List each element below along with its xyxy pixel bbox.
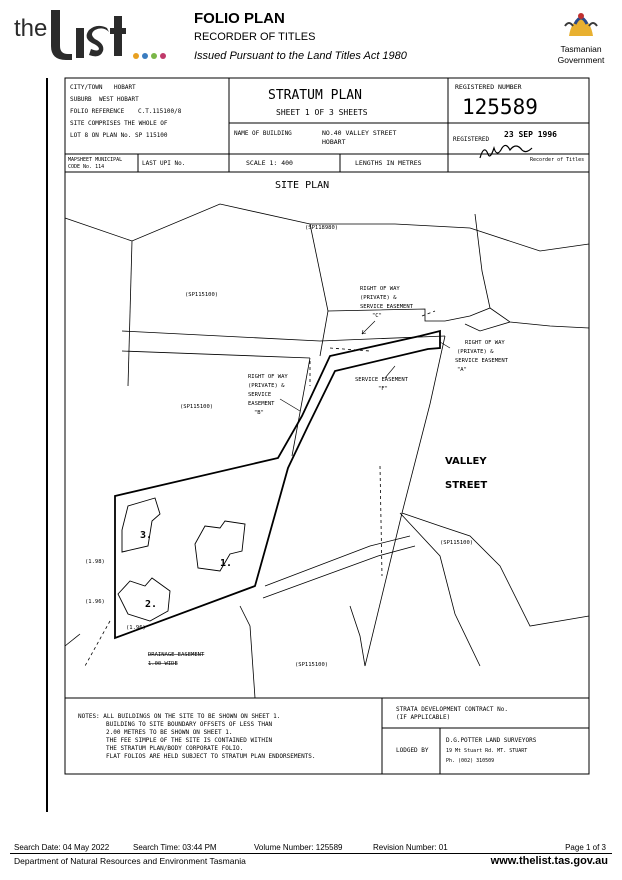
building-name: NO.40 VALLEY STREET: [322, 129, 397, 137]
row-c-2: (PRIVATE) &: [360, 295, 397, 301]
notes-line-3: 2.00 METRES TO BE SHOWN ON SHEET 1.: [106, 729, 233, 736]
building-2-label: 2.: [145, 599, 158, 610]
registered-date: 23 SEP 1996: [504, 130, 557, 139]
scale-text: SCALE 1: 400: [246, 159, 293, 167]
search-time: Search Time: 03:44 PM: [133, 843, 217, 852]
sp115100-label-1: (SP115100): [185, 292, 219, 298]
offset-2: (1.96): [85, 599, 105, 605]
row-c-1: RIGHT OF WAY: [360, 286, 400, 292]
row-b-1: RIGHT OF WAY: [248, 374, 288, 380]
building-2-outline: [118, 578, 170, 621]
offset-3: (1.96): [126, 625, 146, 631]
search-date: Search Date: 04 May 2022: [14, 843, 110, 852]
sp115100-label-3: (SP115100): [440, 540, 474, 546]
row-b-2: (PRIVATE) &: [248, 383, 285, 389]
city-value: HOBART: [114, 84, 136, 91]
drainage-easement-1: DRAINAGE EASEMENT: [148, 652, 205, 658]
page-count: Page 1 of 3: [565, 843, 606, 852]
thelist-url-link[interactable]: www.thelist.tas.gov.au: [490, 855, 608, 867]
city-label: CITY/TOWN: [70, 84, 103, 91]
strata-contract: STRATA DEVELOPMENT CONTRACT No.: [396, 706, 508, 713]
notes-line-2: BUILDING TO SITE BOUNDARY OFFSETS OF LESS THAN: [106, 721, 273, 728]
notes-line-1: NOTES: ALL BUILDINGS ON THE SITE TO BE SHOWN ON SHEET 1.: [78, 713, 281, 720]
sp115100-label-2: (SP115100): [180, 404, 214, 410]
tas-emblem-icon: [561, 8, 601, 38]
footer-divider: [10, 853, 612, 854]
row-b-4: EASEMENT: [248, 401, 275, 407]
mapsheet-label: MAPSHEET MUNICIPAL: [68, 157, 123, 163]
valley-label: VALLEY: [445, 456, 487, 467]
site-plan-title: SITE PLAN: [275, 180, 330, 191]
row-a-1: RIGHT OF WAY: [465, 340, 505, 346]
folio-ref-value: C.T.115100/8: [138, 108, 182, 115]
notes-line-6: FLAT FOLIOS ARE HELD SUBJECT TO STRATUM PLAN ENDORSEMENTS.: [106, 753, 316, 760]
lengths-text: LENGTHS IN METRES: [355, 159, 422, 167]
strata-applicable: (IF APPLICABLE): [396, 714, 451, 721]
row-b-5: "B": [254, 410, 264, 416]
row-c-3: SERVICE EASEMENT: [360, 304, 413, 310]
suburb-value: WEST HOBART: [99, 96, 139, 103]
sheet-text: SHEET 1 OF 3 SHEETS: [276, 108, 368, 117]
lodged-by-label: LODGED BY: [396, 747, 429, 754]
tas-gov-logo: [548, 8, 614, 64]
thelist-logo: [14, 6, 174, 62]
recorder-subtitle: RECORDER OF TITLES: [194, 31, 316, 43]
surveyor-phone: Ph. (002) 310509: [446, 758, 495, 764]
surveyor-address: 19 Mt Stuart Rd. MT. STUART: [446, 748, 528, 754]
building-3-label: 3.: [140, 530, 153, 541]
revision-number: Revision Number: 01: [373, 843, 448, 852]
gov-line2: Government: [557, 55, 605, 65]
department-name: Department of Natural Resources and Environment Tasmania: [14, 856, 246, 866]
logo-the: the: [14, 15, 48, 42]
offset-1: (1.98): [85, 559, 105, 565]
reg-number-label: REGISTERED NUMBER: [455, 83, 522, 91]
row-a-3: SERVICE EASEMENT: [455, 358, 508, 364]
service-f-2: "F": [378, 386, 388, 392]
stratum-plan-drawing: [10, 66, 610, 836]
sp115100-label-4: (SP115100): [295, 662, 329, 668]
mapsheet-code: CODE No. 114: [68, 164, 105, 170]
folio-ref-label: FOLIO REFERENCE: [70, 108, 125, 115]
service-f-1: SERVICE EASEMENT: [355, 377, 408, 383]
building-1-label: 1.: [220, 558, 233, 569]
notes-line-5: THE STRATUM PLAN/BODY CORPORATE FOLIO.: [106, 745, 244, 752]
registered-label: REGISTERED: [453, 136, 490, 143]
notes-line-4: THE FEE SIMPLE OF THE SITE IS CONTAINED WITHIN: [106, 737, 273, 744]
lot-text: LOT 8 ON PLAN No. SP 115100: [70, 132, 168, 139]
stratum-plan-title: STRATUM PLAN: [268, 88, 362, 103]
building-3-outline: [122, 498, 160, 552]
volume-number: Volume Number: 125589: [254, 843, 343, 852]
sp118980-label: (SP118980): [305, 225, 339, 231]
drainage-easement-2: 1.00 WIDE: [148, 661, 178, 667]
act-text: Issued Pursuant to the Land Titles Act 1980: [194, 50, 407, 62]
registered-number: 125589: [462, 95, 538, 119]
comprises-text: SITE COMPRISES THE WHOLE OF: [70, 120, 168, 127]
recorder-label: Recorder of Titles: [530, 157, 585, 163]
gov-line1: Tasmanian: [560, 44, 602, 54]
row-c-4: "C": [372, 313, 382, 319]
building-label: NAME OF BUILDING: [234, 130, 292, 137]
folio-plan-title: FOLIO PLAN: [194, 10, 285, 27]
recorder-signature: [480, 145, 532, 158]
last-upi: LAST UPI No.: [142, 160, 186, 167]
surveyor-name: D.G.POTTER LAND SURVEYORS: [446, 737, 537, 744]
building-city: HOBART: [322, 138, 346, 146]
street-label: STREET: [445, 480, 488, 491]
row-a-4: "A": [457, 367, 467, 373]
suburb-label: SUBURB: [70, 96, 92, 103]
row-a-2: (PRIVATE) &: [457, 349, 494, 355]
row-b-3: SERVICE: [248, 392, 272, 398]
